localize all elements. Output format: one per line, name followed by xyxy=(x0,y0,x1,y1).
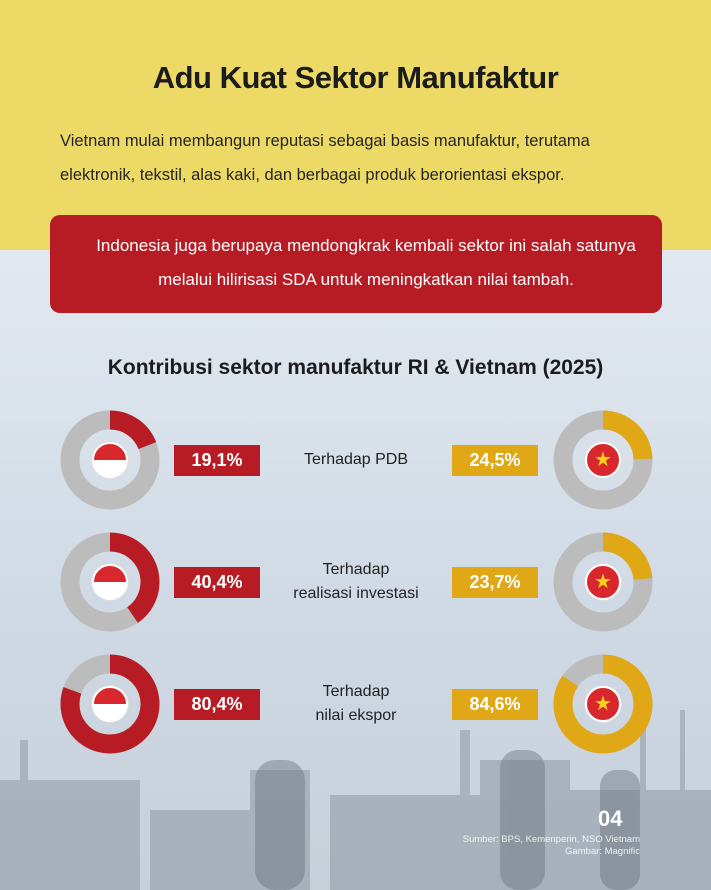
intro-paragraph: Vietnam mulai membangun reputasi sebagai basis manufaktur, terutama elektronik, tekstil, alas kaki, dan berbagai produk berorientasi ekspor. xyxy=(60,132,590,184)
source-note xyxy=(450,834,640,858)
row-label-line: realisasi investasi xyxy=(293,585,419,602)
vietnam-value-label: 84,6% xyxy=(452,689,538,720)
highlight-text: Indonesia juga berupaya mendongkrak kembali sektor ini salah satunya melalui hilirisasi SDA untuk meningkatkan nilai tambah. xyxy=(96,236,636,289)
indonesia-flag-icon xyxy=(92,686,128,722)
row-label-line: Terhadap PDB xyxy=(303,451,409,468)
page-number: 04 xyxy=(598,806,623,831)
indonesia-flag-icon xyxy=(92,564,128,600)
row-label xyxy=(270,680,442,728)
image-credit: Gambar: Magnific xyxy=(565,846,640,857)
vietnam-donut xyxy=(553,532,653,632)
row-label xyxy=(270,448,442,472)
source-text: Sumber: BPS, Kemenperin, NSO Vietnam xyxy=(462,834,640,845)
vietnam-donut xyxy=(553,654,653,754)
vietnam-value-label: 23,7% xyxy=(452,567,538,598)
indonesia-donut xyxy=(60,532,160,632)
comparison-row xyxy=(0,532,711,632)
row-label-line: Terhadap xyxy=(322,683,390,700)
row-label-line: nilai ekspor xyxy=(315,707,397,724)
comparison-row xyxy=(0,410,711,510)
indonesia-donut xyxy=(60,654,160,754)
vietnam-flag-icon: ★ xyxy=(585,442,621,478)
vietnam-flag-icon: ★ xyxy=(585,564,621,600)
vietnam-value-label: 24,5% xyxy=(452,445,538,476)
row-label xyxy=(270,558,442,606)
indonesia-value-label: 80,4% xyxy=(174,689,260,720)
vietnam-donut xyxy=(553,410,653,510)
comparison-row xyxy=(0,654,711,754)
vietnam-flag-icon: ★ xyxy=(585,686,621,722)
indonesia-donut xyxy=(60,410,160,510)
row-label-line: Terhadap xyxy=(322,561,390,578)
indonesia-value-label: 40,4% xyxy=(174,567,260,598)
indonesia-flag-icon xyxy=(92,442,128,478)
chart-title: Kontribusi sektor manufaktur RI & Vietnam (2025) xyxy=(107,356,604,379)
page-title: Adu Kuat Sektor Manufaktur xyxy=(152,60,559,95)
indonesia-value-label: 19,1% xyxy=(174,445,260,476)
